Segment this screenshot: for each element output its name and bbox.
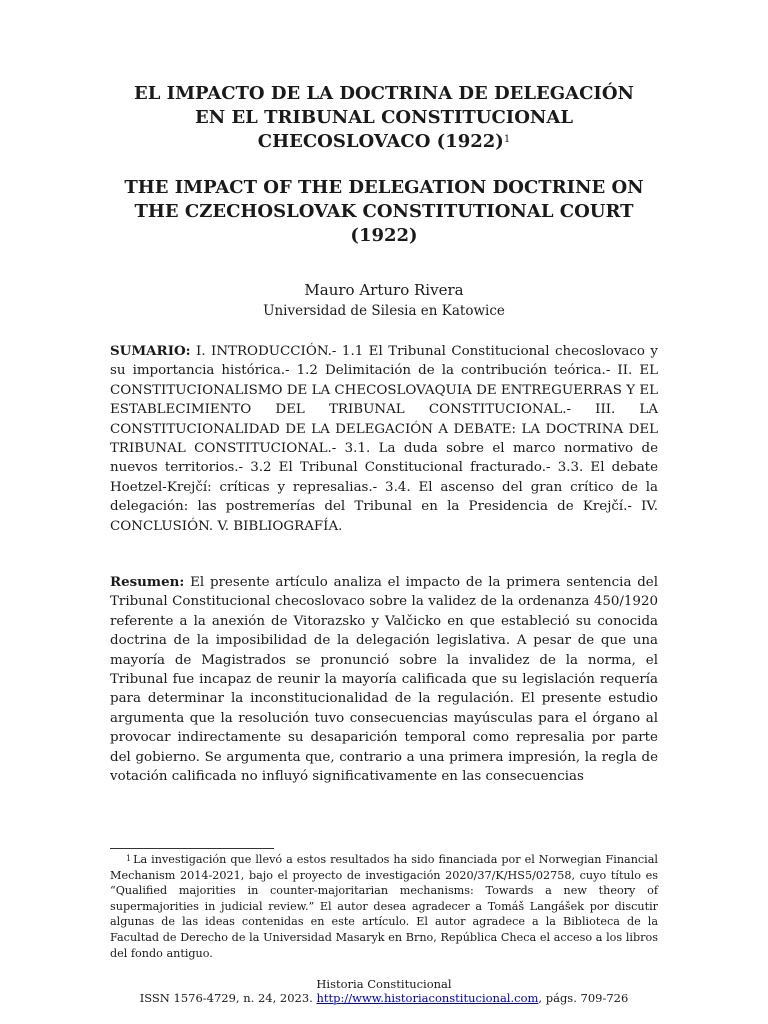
summary-section [110,342,658,536]
title-es-line-3: CHECOSLOVACO (1922) [257,131,504,152]
author-name: Mauro Arturo Rivera [304,281,464,299]
issn-line [0,991,768,1006]
journal-url-link[interactable]: http://www.historiaconstitucional.com [316,991,539,1005]
footnote [110,852,658,961]
summary-label: SUMARIO: [110,343,191,359]
author-affiliation: Universidad de Silesia en Katowice [263,303,505,319]
footnote-text: La investigación que llevó a estos resultados ha sido financiada por el Norwegian Financial Mechanism 2014-2021, bajo el proyecto de investigación 2020/37/K/HS5/02758, cuyo título es “Qualified majorities in counter-majoritarian mechanisms: Towards a new theory of supermajorities in judicial review.” El autor desea agradecer a Tomáš Langášek por discutir algunas de las ideas contenidas en este artículo. El autor agradece a la Biblioteca de la Facultad de Derecho de la Universidad Masaryk en Brno, República Checa el acceso a los libros del fondo antiguo. [110,853,658,960]
page-range: , págs. 709-726 [538,991,629,1005]
title-es-line-1: EL IMPACTO DE LA DOCTRINA DE DELEGACIÓN [134,83,634,104]
title-en-line-3: (1922) [350,225,418,246]
abstract-text: El presente artículo analiza el impacto de la primera sentencia del Tribunal Constitucional checoslovaco sobre la validez de la ordenanza 450/1920 referente a la anexión de Vitorazsko y Valčicko en que estableció su conocida doctrina de la imposibilidad de la delegación legislativa. A pesar de que una mayoría de Magistrados se pronunció sobre la invalidez de la norma, el Tribunal fue incapaz de reunir la mayoría calificada que su legislación requería para determinar la inconstitucionalidad de la regulación. El presente estudio argumenta que la resolución tuvo consecuencias mayúsculas para el órgano al provocar indirectamente su desaparición temporal como represalia por parte del gobierno. Se argumenta que, contrario a una primera impresión, la regla de votación calificada no influyó significativamente en las consecuencias [110,575,658,785]
title-es-line-2: EN EL TRIBUNAL CONSTITUCIONAL [195,107,573,128]
footnote-divider [110,848,274,849]
title-footnote-mark: 1 [503,134,511,145]
footnote-number: 1 [126,854,132,863]
title-spanish [100,82,668,154]
journal-name: Historia Constitucional [316,977,452,991]
summary-text: I. INTRODUCCIÓN.- 1.1 El Tribunal Constitucional checoslovaco y su importancia histórica.- 1.2 Delimitación de la contribución teórica.- II. EL CONSTITUCIONALISMO DE LA CHECOSLOVAQUIA DE ENTREGUERRAS Y EL ESTABLECIMIENTO DEL TRIBUNAL CONSTITUCIONAL.- III. LA CONSTITUCIONALIDAD DE LA DELEGACIÓN A DEBATE: LA DOCTRINA DEL TRIBUNAL CONSTITUCIONAL.- 3.1. La duda sobre el marco normativo de nuevos territorios.- 3.2 El Tribunal Constitucional fracturado.- 3.3. El debate Hoetzel-Krejčí: críticas y represalias.- 3.4. El ascenso del gran crítico de la delegación: las postremerías del Tribunal en la Presidencia de Krejčí.- IV. CONCLUSIÓN. V. BIBLIOGRAFÍA. [110,344,658,534]
title-en-line-1: THE IMPACT OF THE DELEGATION DOCTRINE ON [124,177,644,198]
abstract-label: Resumen: [110,574,185,590]
title-english [100,176,668,248]
abstract-section [110,573,658,786]
issn-prefix: ISSN 1576-4729, n. 24, 2023. [139,991,317,1005]
title-en-line-2: THE CZECHOSLOVAK CONSTITUTIONAL COURT [134,201,634,222]
